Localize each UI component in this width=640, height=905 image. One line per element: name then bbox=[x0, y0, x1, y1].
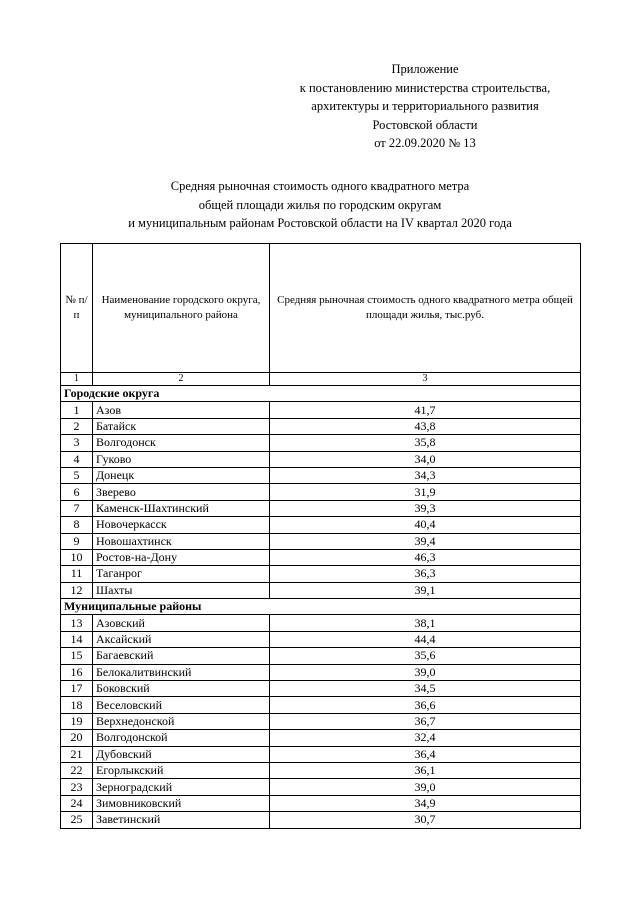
table-row bbox=[61, 418, 581, 434]
table-row bbox=[61, 566, 581, 582]
row-value: 41,7 bbox=[270, 402, 581, 418]
table-row bbox=[61, 451, 581, 467]
row-number: 21 bbox=[61, 746, 93, 762]
row-value: 46,3 bbox=[270, 549, 581, 565]
row-name: Багаевский bbox=[93, 648, 270, 664]
table-row bbox=[61, 713, 581, 729]
row-value: 34,3 bbox=[270, 467, 581, 483]
row-value: 30,7 bbox=[270, 812, 581, 828]
table-row bbox=[61, 631, 581, 647]
row-number: 10 bbox=[61, 549, 93, 565]
appendix-line: Приложение bbox=[391, 62, 459, 76]
row-name: Верхнедонской bbox=[93, 713, 270, 729]
row-number: 18 bbox=[61, 697, 93, 713]
document-title bbox=[60, 177, 580, 233]
row-name: Аксайский bbox=[93, 631, 270, 647]
row-number: 16 bbox=[61, 664, 93, 680]
group-title: Муниципальные районы bbox=[61, 599, 581, 615]
row-name: Таганрог bbox=[93, 566, 270, 582]
row-name: Донецк bbox=[93, 467, 270, 483]
column-number: 3 bbox=[270, 373, 581, 386]
appendix-line: архитектуры и территориального развития bbox=[311, 99, 539, 113]
header-name: Наименование городского округа, муниципального района bbox=[93, 244, 270, 373]
title-line: и муниципальным районам Ростовской области на IV квартал 2020 года bbox=[128, 216, 512, 230]
header-num: № п/п bbox=[61, 244, 93, 373]
row-name: Боковский bbox=[93, 681, 270, 697]
row-value: 36,3 bbox=[270, 566, 581, 582]
row-value: 44,4 bbox=[270, 631, 581, 647]
row-number: 6 bbox=[61, 484, 93, 500]
column-numbers-row bbox=[61, 373, 581, 386]
row-value: 34,0 bbox=[270, 451, 581, 467]
appendix-block bbox=[270, 60, 580, 153]
row-number: 20 bbox=[61, 730, 93, 746]
column-number: 2 bbox=[93, 373, 270, 386]
table-row bbox=[61, 484, 581, 500]
row-name: Дубовский bbox=[93, 746, 270, 762]
row-value: 32,4 bbox=[270, 730, 581, 746]
row-number: 12 bbox=[61, 582, 93, 598]
row-value: 39,4 bbox=[270, 533, 581, 549]
row-number: 5 bbox=[61, 467, 93, 483]
appendix-line: к постановлению министерства строительства, bbox=[299, 80, 551, 95]
row-number: 8 bbox=[61, 517, 93, 533]
row-name: Новочеркасск bbox=[93, 517, 270, 533]
price-table bbox=[60, 243, 581, 829]
row-name: Азовский bbox=[93, 615, 270, 631]
table-row bbox=[61, 582, 581, 598]
row-number: 9 bbox=[61, 533, 93, 549]
row-name: Каменск-Шахтинский bbox=[93, 500, 270, 516]
table-row bbox=[61, 681, 581, 697]
row-value: 39,0 bbox=[270, 779, 581, 795]
table-row bbox=[61, 795, 581, 811]
row-value: 39,0 bbox=[270, 664, 581, 680]
table-row bbox=[61, 648, 581, 664]
row-value: 36,6 bbox=[270, 697, 581, 713]
table-row bbox=[61, 549, 581, 565]
row-number: 1 bbox=[61, 402, 93, 418]
row-name: Волгодонской bbox=[93, 730, 270, 746]
table-row bbox=[61, 402, 581, 418]
row-number: 23 bbox=[61, 779, 93, 795]
row-name: Батайск bbox=[93, 418, 270, 434]
column-number: 1 bbox=[61, 373, 93, 386]
table-row bbox=[61, 730, 581, 746]
row-name: Шахты bbox=[93, 582, 270, 598]
row-number: 22 bbox=[61, 762, 93, 778]
row-name: Заветинский bbox=[93, 812, 270, 828]
row-number: 19 bbox=[61, 713, 93, 729]
row-name: Зверево bbox=[93, 484, 270, 500]
table-row bbox=[61, 762, 581, 778]
header-value: Средняя рыночная стоимость одного квадратного метра общей площади жилья, тыс.руб. bbox=[270, 244, 581, 373]
row-value: 34,9 bbox=[270, 795, 581, 811]
row-value: 39,3 bbox=[270, 500, 581, 516]
row-value: 39,1 bbox=[270, 582, 581, 598]
row-number: 13 bbox=[61, 615, 93, 631]
row-name: Волгодонск bbox=[93, 435, 270, 451]
row-number: 2 bbox=[61, 418, 93, 434]
table-row bbox=[61, 812, 581, 828]
row-name: Гуково bbox=[93, 451, 270, 467]
group-header-row bbox=[61, 599, 581, 615]
table-row bbox=[61, 467, 581, 483]
table-row bbox=[61, 615, 581, 631]
table-row bbox=[61, 500, 581, 516]
table-row bbox=[61, 697, 581, 713]
row-name: Ростов-на-Дону bbox=[93, 549, 270, 565]
table-row bbox=[61, 533, 581, 549]
row-value: 36,4 bbox=[270, 746, 581, 762]
row-value: 34,5 bbox=[270, 681, 581, 697]
row-value: 31,9 bbox=[270, 484, 581, 500]
row-value: 35,6 bbox=[270, 648, 581, 664]
table-row bbox=[61, 746, 581, 762]
row-value: 36,7 bbox=[270, 713, 581, 729]
row-value: 40,4 bbox=[270, 517, 581, 533]
group-title: Городские округа bbox=[61, 386, 581, 402]
row-name: Новошахтинск bbox=[93, 533, 270, 549]
row-number: 7 bbox=[61, 500, 93, 516]
title-line: общей площади жилья по городским округам bbox=[198, 197, 442, 212]
row-number: 24 bbox=[61, 795, 93, 811]
table-header-row bbox=[61, 244, 581, 373]
row-name: Зерноградский bbox=[93, 779, 270, 795]
table-row bbox=[61, 435, 581, 451]
row-number: 17 bbox=[61, 681, 93, 697]
group-header-row bbox=[61, 386, 581, 402]
row-number: 3 bbox=[61, 435, 93, 451]
row-name: Азов bbox=[93, 402, 270, 418]
table-row bbox=[61, 779, 581, 795]
row-number: 15 bbox=[61, 648, 93, 664]
appendix-line: Ростовской области bbox=[372, 117, 478, 132]
row-number: 11 bbox=[61, 566, 93, 582]
table-row bbox=[61, 517, 581, 533]
table-row bbox=[61, 664, 581, 680]
row-number: 4 bbox=[61, 451, 93, 467]
row-value: 36,1 bbox=[270, 762, 581, 778]
row-value: 35,8 bbox=[270, 435, 581, 451]
row-name: Егорлыкский bbox=[93, 762, 270, 778]
row-name: Веселовский bbox=[93, 697, 270, 713]
row-name: Белокалитвинский bbox=[93, 664, 270, 680]
row-number: 25 bbox=[61, 812, 93, 828]
row-value: 38,1 bbox=[270, 615, 581, 631]
row-number: 14 bbox=[61, 631, 93, 647]
row-name: Зимовниковский bbox=[93, 795, 270, 811]
title-line: Средняя рыночная стоимость одного квадратного метра bbox=[170, 179, 470, 193]
appendix-line: от 22.09.2020 № 13 bbox=[374, 136, 476, 150]
row-value: 43,8 bbox=[270, 418, 581, 434]
